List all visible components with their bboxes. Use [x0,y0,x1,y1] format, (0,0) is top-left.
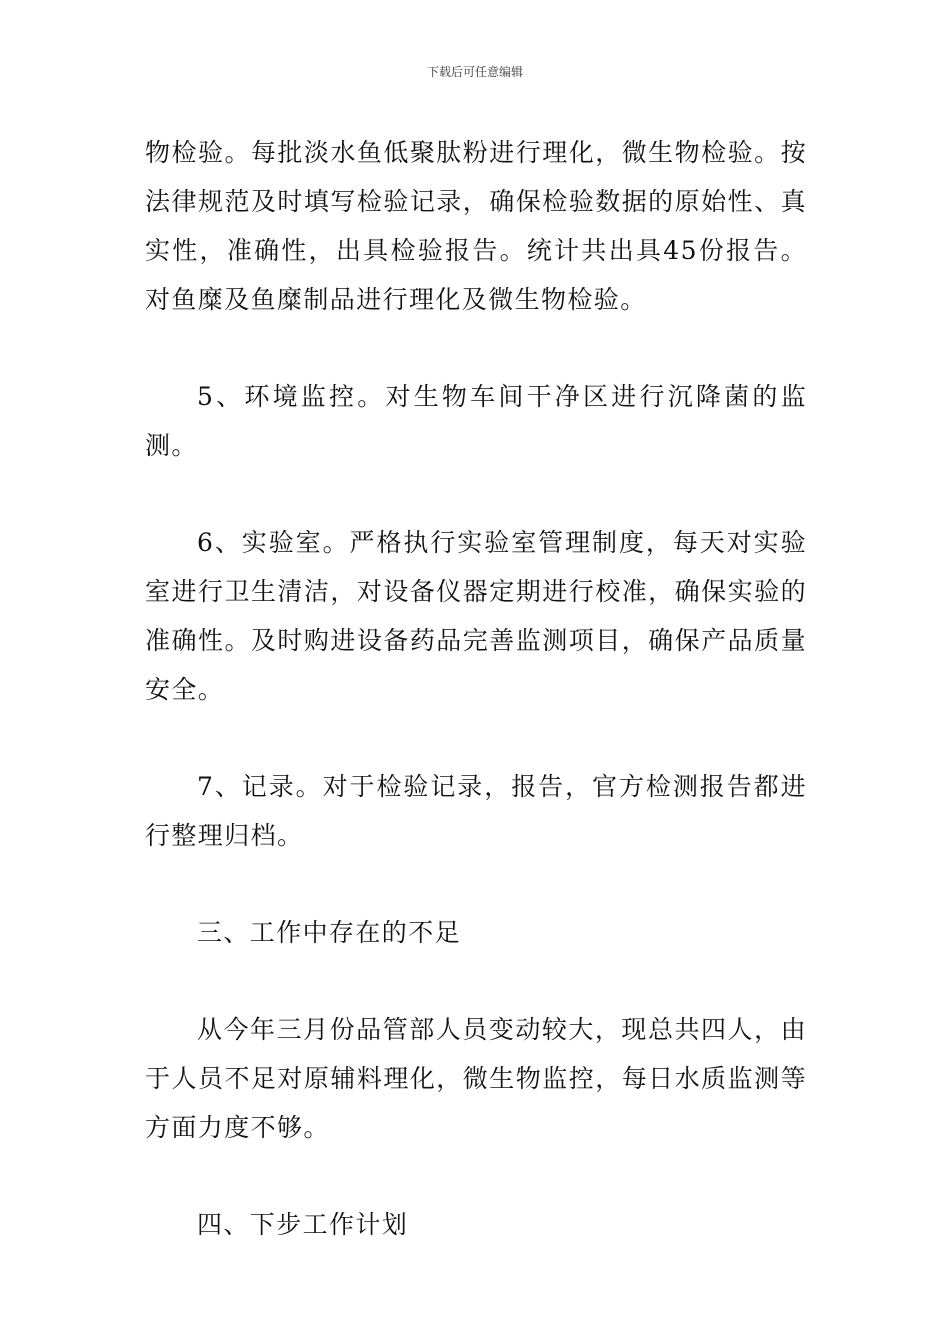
paragraph-inspection-continued: 物检验。每批淡水鱼低聚肽粉进行理化，微生物检验。按法律规范及时填写检验记录，确保检验数据的原始性、真实性，准确性，出具检验报告。统计共出具45份报告。对鱼糜及鱼糜制品进行理化及微生物检验。 [145,138,807,314]
document-body [145,128,807,1249]
paragraph-gap [145,1152,807,1200]
paragraph-environment-monitoring: 5、环境监控。对生物车间干净区进行沉降菌的监测。 [145,382,807,460]
paragraph-gap [145,957,807,1005]
paragraph-gap [145,470,807,518]
paragraph-records: 7、记录。对于检验记录，报告，官方检测报告都进行整理归档。 [145,772,807,850]
paragraph-laboratory: 6、实验室。严格执行实验室管理制度，每天对实验室进行卫生清洁，对设备仪器定期进行校准，确保实验的准确性。及时购进设备药品完善监测项目，确保产品质量安全。 [145,528,807,704]
paragraph-gap [145,324,807,372]
paragraph-gap [145,714,807,762]
section-heading-next-plan: 四、下步工作计划 [197,1210,409,1239]
paragraph-gap [145,860,807,908]
paragraph-staffing: 从今年三月份品管部人员变动较大，现总共四人，由于人员不足对原辅料理化，微生物监控，每日水质监测等方面力度不够。 [145,1015,807,1142]
page-header: 下载后可任意编辑 [426,65,523,79]
section-heading-shortcomings: 三、工作中存在的不足 [197,918,462,947]
